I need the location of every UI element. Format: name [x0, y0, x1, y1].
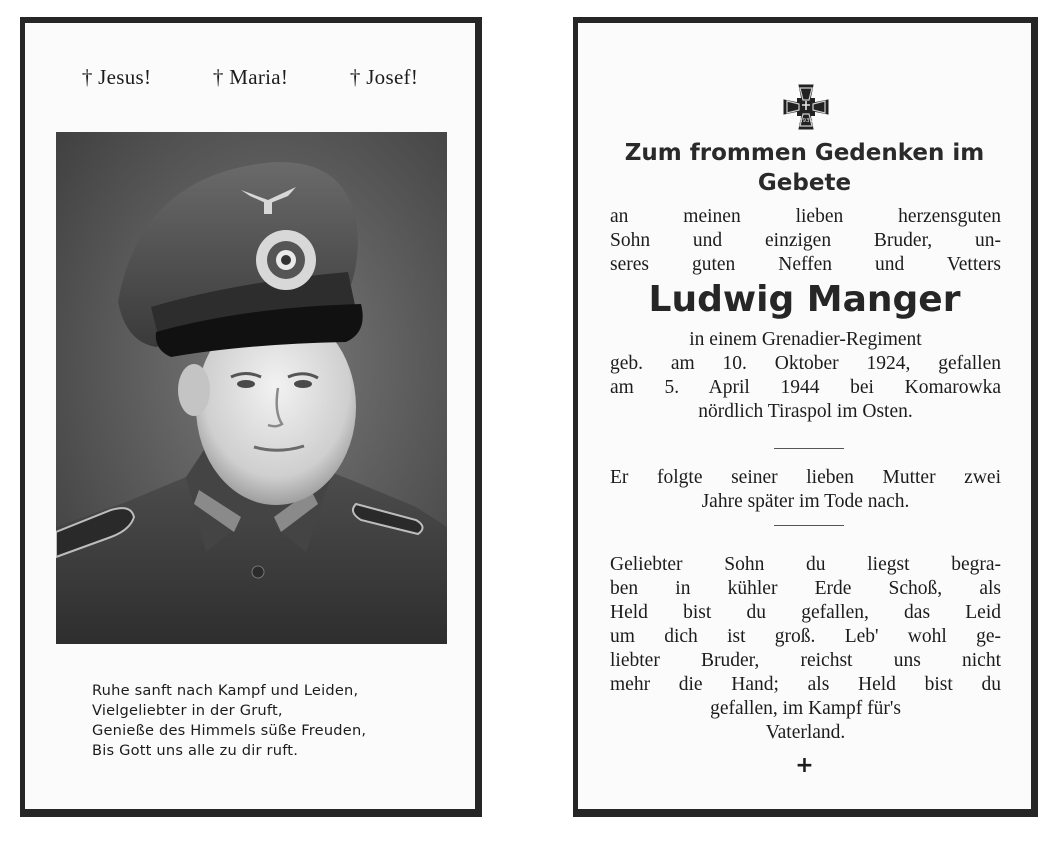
dedication-line: Sohn und einzigen Bruder, un-	[610, 230, 1001, 251]
right-poem-line: liebter Bruder, reichst uns nicht	[610, 650, 1001, 671]
details-text	[610, 328, 1001, 424]
deceased-name: Ludwig Manger	[648, 279, 961, 320]
left-poem-line: Genieße des Himmels süße Freuden,	[92, 722, 367, 739]
right-poem-line: mehr die Hand; als Held bist du	[610, 674, 1001, 695]
right-poem-line: um dich ist groß. Leb' wohl ge-	[610, 626, 1001, 647]
invocation-maria: † Maria!	[212, 65, 289, 89]
heading-line: Zum frommen Gedenken im	[624, 140, 985, 166]
dedication-line: an meinen lieben herzensguten	[610, 206, 1001, 227]
right-poem-line: gefallen, im Kampf für's	[710, 698, 901, 719]
left-poem-line: Bis Gott uns alle zu dir ruft.	[92, 742, 299, 759]
right-poem-line: Geliebter Sohn du liegst begra-	[610, 554, 1001, 575]
right-poem-line: Held bist du gefallen, das Leid	[610, 602, 1001, 623]
details-line: in einem Grenadier-Regiment	[689, 329, 922, 350]
dedication-line: seres guten Neffen und Vetters	[610, 254, 1001, 275]
portrait-photo	[56, 132, 447, 644]
portrait-illustration	[56, 132, 447, 644]
left-poem-line: Ruhe sanft nach Kampf und Leiden,	[92, 682, 359, 699]
iron-cross-icon	[782, 83, 830, 131]
right-poem-line: ben in kühler Erde Schoß, als	[610, 578, 1001, 599]
details-line: nördlich Tiraspol im Osten.	[698, 401, 913, 422]
left-poem	[92, 681, 452, 761]
right-poem	[610, 553, 1001, 745]
left-poem-line: Vielgeliebter in der Gruft,	[92, 702, 283, 719]
details-line: geb. am 10. Oktober 1924, gefallen	[610, 353, 1001, 374]
mother-note-line: Jahre später im Tode nach.	[701, 491, 910, 512]
mother-note-line: Er folgte seiner lieben Mutter zwei	[610, 467, 1001, 488]
divider	[774, 448, 844, 449]
left-card	[20, 17, 482, 817]
invocations	[25, 65, 475, 90]
closing-cross: +	[795, 753, 814, 778]
details-line: am 5. April 1944 bei Komarowka	[610, 377, 1001, 398]
invocation-jesus: † Jesus!	[81, 65, 152, 89]
emblem-year: 1939	[799, 118, 813, 124]
heading-line: Gebete	[757, 170, 852, 196]
right-poem-line: Vaterland.	[765, 722, 846, 743]
mother-note	[610, 466, 1001, 514]
invocation-josef: † Josef!	[349, 65, 419, 89]
divider	[774, 525, 844, 526]
right-card	[573, 17, 1038, 817]
memorial-heading	[578, 138, 1031, 198]
dedication-text	[610, 205, 1001, 277]
